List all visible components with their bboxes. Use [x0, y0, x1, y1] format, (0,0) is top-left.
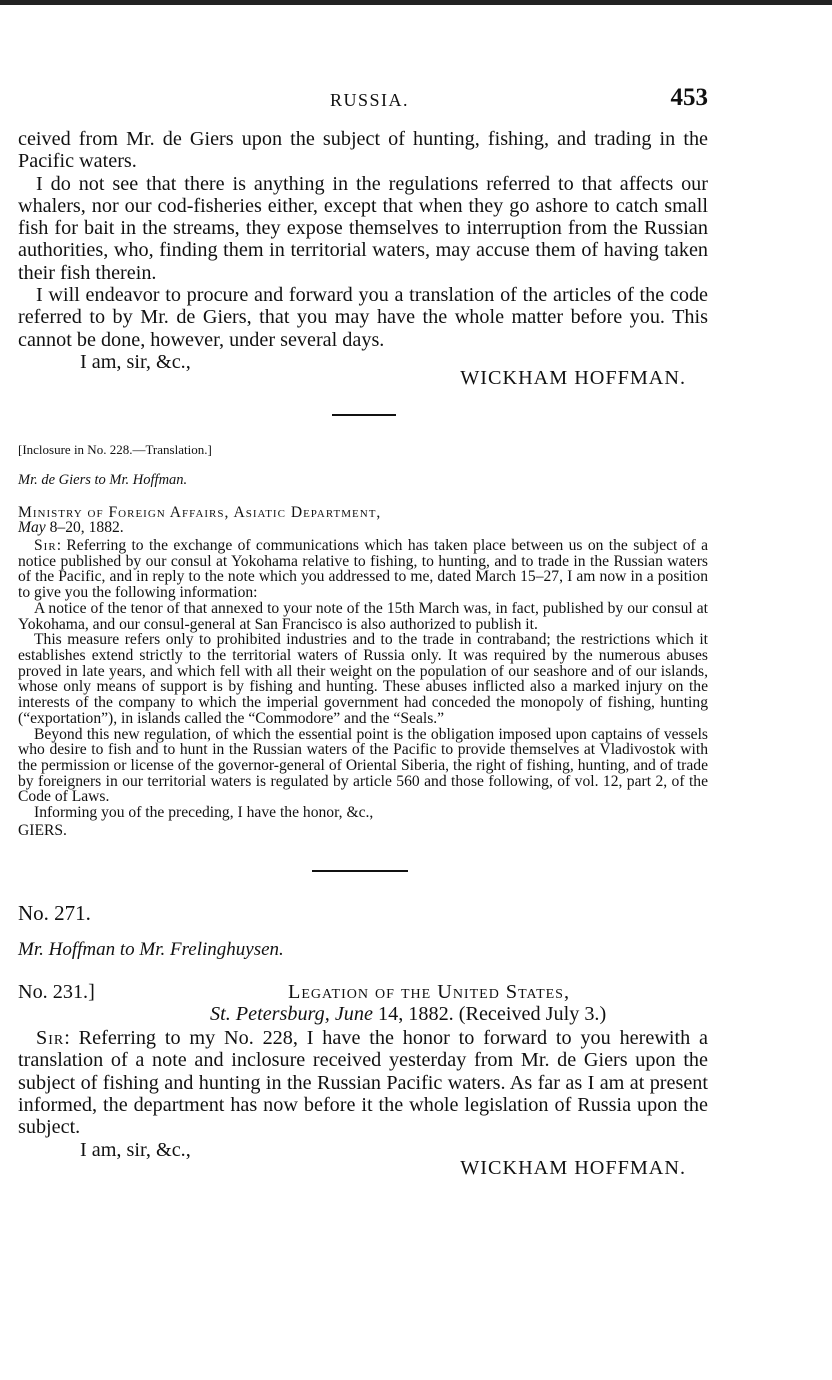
letter1-paragraph: ceived from Mr. de Giers upon the subject of hunting, fishing, and trading in the Pacific waters.: [18, 128, 708, 173]
inclosure-paragraph: Beyond this new regulation, of which the essential point is the obligation imposed upon captains of vessels who desire to fish and to hunt in the Russian waters of the Pacific to provide themselves at Vladivostok with the permission or license of the governor-general of Oriental Siberia, the right of fishing, hunting, and of trade by foreigners in our territorial waters is regulated by article 560 and those following, of vol. 12, part 2, of the Code of Laws.: [18, 725, 708, 806]
inclosure-date: May 8–20, 1882.: [18, 519, 124, 537]
letter2-dateline: [18, 981, 708, 1027]
letter2-place: Legation of the United States,: [288, 981, 571, 1004]
document-number: No. 271.: [18, 901, 91, 926]
letter1-paragraph: I do not see that there is anything in the regulations referred to that affects our whalers, nor our cod-fisheries either, except that when they go ashore to catch small fish for bait in the streams, they expose themselves to interruption from the Russian authorities, who, finding them in territorial waters, may accuse them of having taken their fish therein.: [18, 172, 708, 284]
page-number: 453: [670, 84, 708, 111]
letter1-signature: WICKHAM HOFFMAN.: [460, 367, 686, 390]
letter2-subheading: Mr. Hoffman to Mr. Frelinghuysen.: [18, 938, 284, 960]
inclosure-paragraph: This measure refers only to prohibited industries and to the trade in contraband; the restrictions which it establishes extend strictly to the territorial waters of Russia only. It was required by the numerous abuses proved in late years, and which fell with all their weight on the population of our seashore and of our islands, whose only means of support is by fishing and hunting. These abuses inflicted also a marked injury on the interests of the company to which the imperial government had conceded the monopoly of fishing, hunting (“exportation”), in islands called the “Commodore” and the “Seals.”: [18, 631, 708, 727]
section-divider: [332, 414, 396, 416]
letter1-closing: I am, sir, &c.,: [80, 350, 191, 373]
inclosure-subheading: Mr. de Giers to Mr. Hoffman.: [18, 471, 188, 488]
letter2-closing: I am, sir, &c.,: [80, 1138, 191, 1161]
section-divider: [312, 870, 408, 872]
inclosure-paragraph: Informing you of the preceding, I have the honor, &c.,: [34, 804, 374, 822]
inclosure-heading: [Inclosure in No. 228.—Translation.]: [18, 442, 212, 458]
letter2-signature: WICKHAM HOFFMAN.: [460, 1156, 686, 1179]
salutation: Sir: [34, 537, 57, 555]
letter2-date: St. Petersburg, June 14, 1882. (Received July 3.): [210, 1003, 607, 1026]
letter2-body: Sir: Referring to my No. 228, I have the honor to forward to you herewith a translation of a note and inclosure received yesterday from Mr. de Giers upon the subject of fishing and hunting in the Russian Pacific waters. As far as I am at present informed, the department has now before it the whole legislation of Russia upon the subject.: [18, 1027, 708, 1139]
inclosure-paragraph: A notice of the tenor of that annexed to your note of the 15th March was, in fact, published by our consul at Yokohama, and our consul-general at San Francisco is also authorized to publish it.: [18, 599, 708, 633]
inclosure-place: Ministry of Foreign Affairs, Asiatic Department,: [18, 503, 382, 521]
page-edge: [0, 0, 832, 5]
letter1-paragraph: I will endeavor to procure and forward you a translation of the articles of the code referred to by Mr. de Giers, that you may have the whole matter before you. This cannot be done, however, under several days.: [18, 284, 708, 351]
running-header: [18, 84, 708, 128]
inclosure-paragraph: Sir: Referring to the exchange of communications which has taken place between us on the subject of a notice published by our consul at Yokohama relative to fishing, to hunting, and to trade in the Russian waters of the Pacific, and in reply to the note which you addressed to me, dated March 15–27, I am now in a position to give you the following information:: [18, 537, 708, 602]
inclosure-signature: GIERS.: [18, 821, 67, 839]
salutation: Sir: [36, 1027, 65, 1050]
section-title: RUSSIA.: [330, 90, 410, 110]
document-page: [18, 84, 708, 1180]
reference-number: No. 231.]: [18, 981, 95, 1004]
